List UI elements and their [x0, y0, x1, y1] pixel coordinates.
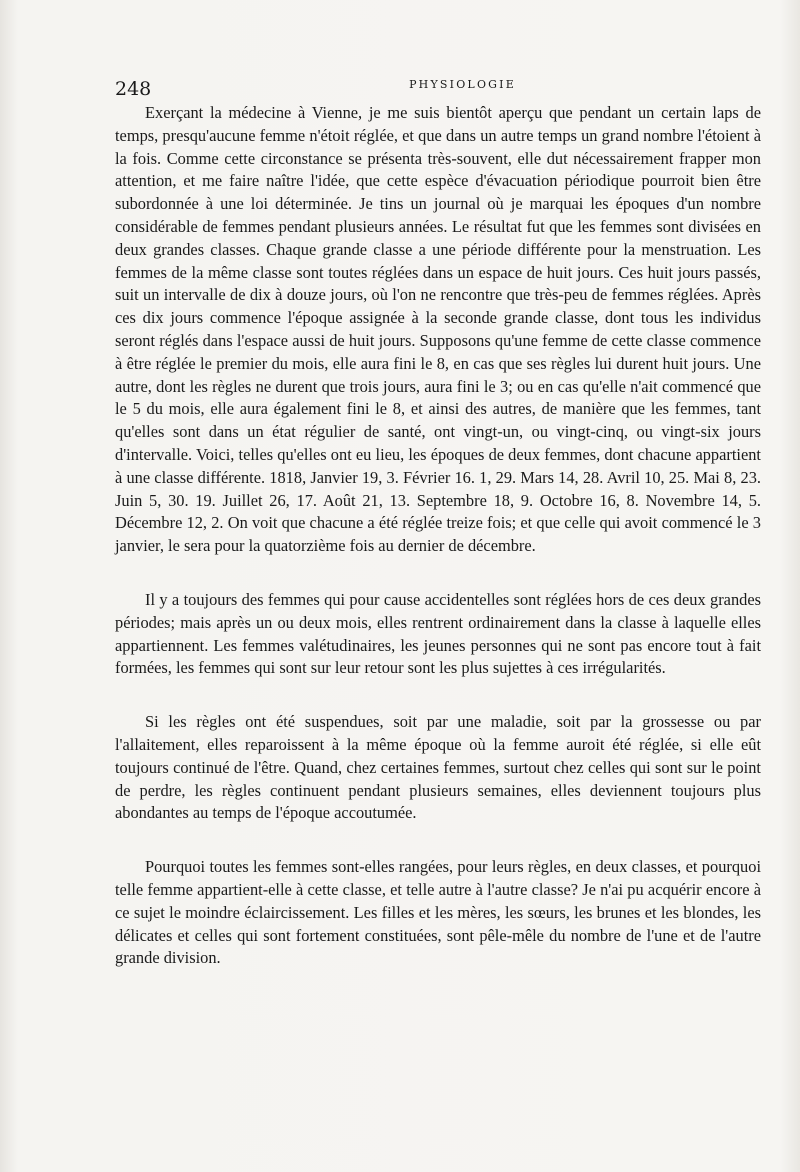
running-head — [115, 78, 760, 104]
paragraph-4: Pourquoi toutes les femmes sont-elles rangées, pour leurs règles, en deux classes, et pourquoi telle femme appartient-elle à cette classe, et telle autre à l'autre classe? Je n'ai pu acquérir encore à ce sujet le moindre éclaircissement. Les filles et les mères, les sœurs, les brunes et les blondes, les délicates et celles qui sont fortement constituées, sont pêle-mêle du nombre de l'une et de l'autre grande division. — [115, 857, 761, 968]
page-number: 248 — [115, 78, 152, 100]
paragraph-3: Si les règles ont été suspendues, soit par une maladie, soit par la grossesse ou par l'allaitement, elles reparoissent à la même époque où la femme auroit été réglée, si elle eût toujours continué de l'être. Quand, chez certaines femmes, surtout chez celles qui sont sur le point de perdre, les règles continuent pendant plusieurs semaines, elles deviennent toujours plus abondantes au temps de l'époque accoutumée. — [115, 712, 761, 823]
paragraph-2: Il y a toujours des femmes qui pour cause accidentelles sont réglées hors de ces deux grandes périodes; mais après un ou deux mois, elles rentrent ordinairement dans la classe à laquelle elles appartiennent. Les femmes valétudinaires, les jeunes personnes qui ne sont pas encore tout à fait formées, les femmes qui sont sur leur retour sont les plus sujettes à ces irrégularités. — [115, 589, 761, 678]
page-body — [115, 102, 761, 970]
paragraph-1: Exerçant la médecine à Vienne, je me suis bientôt aperçu que pendant un certain laps de temps, presqu'aucune femme n'étoit réglée, et que dans un autre temps un grand nombre l'étoient à la fois. Comme cette circonstance se présenta très-souvent, elle dut nécessairement frapper mon attention, et me faire naître l'idée, que cette espèce d'évacuation périodique pourroit bien être subordonnée à une loi déterminée. Je tins un journal où je marquai les époques d'un nombre considérable de femmes pendant plusieurs années. Le résultat fut que les femmes sont divisées en deux grandes classes. Chaque grande classe a une période différente pour la menstruation. Les femmes de la même classe sont toutes réglées dans un espace de huit jours. Ces huit jours passés, suit un intervalle de dix à douze jours, où l'on ne rencontre que très-peu de femmes réglées. Après ces dix jours commence l'époque assignée à la seconde grande classe, dont tous les individus seront réglés dans l'espace aussi de huit jours. Supposons qu'une femme de cette classe commence à être réglée le premier du mois, elle aura fini le 8, en cas que ses règles lui durent huit jours. Une autre, dont les règles ne durent que trois jours, aura fini le 3; ou en cas qu'elle n'ait commencé que le 5 du mois, elle aura également fini le 8, et ainsi des autres, de manière que les femmes, tant qu'elles sont dans un état régulier de santé, ont vingt-un, ou vingt-cinq, ou vingt-six jours d'intervalle. Voici, telles qu'elles ont eu lieu, les époques de deux femmes, dont chacune appartient à une classe différente. 1818, Janvier 19, 3. Février 16. 1, 29. Mars 14, 28. Avril 10, 25. Mai 8, 23. Juin 5, 30. 19. Juillet 26, 17. Août 21, 13. Septembre 18, 9. Octobre 16, 8. Novembre 14, 5. Décembre 12, 2. On voit que chacune a été réglée treize fois; et que celle qui avoit commencé le 3 janvier, le sera pour la quatorzième fois au dernier de décembre. — [115, 103, 761, 556]
running-title: PHYSIOLOGIE — [409, 78, 516, 91]
